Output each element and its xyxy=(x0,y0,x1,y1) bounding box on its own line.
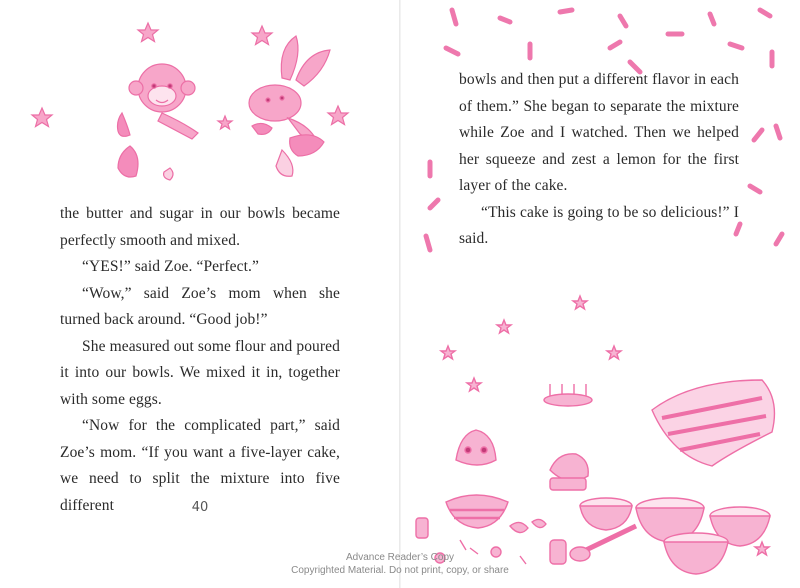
paragraph: “Now for the complicated part,” said Zoe’s mom. “If you want a five-layer cake, we need to split the mixture into five different xyxy=(60,417,340,514)
star-icon xyxy=(252,26,272,45)
paragraph: the butter and sugar in our bowls became perfectly smooth and mixed. xyxy=(60,205,340,249)
star-icon xyxy=(441,346,455,359)
paragraph: She measured out some flour and poured it into our bowls. We mixed it in, together with some eggs. xyxy=(60,337,340,408)
right-page-text xyxy=(459,67,739,253)
striped-towel xyxy=(652,380,774,466)
star-icon xyxy=(607,346,621,359)
star-icon xyxy=(467,378,481,391)
star-icon xyxy=(218,116,232,129)
bunny-head xyxy=(249,85,301,121)
paragraph: “This cake is going to be so delicious!” I said. xyxy=(459,203,739,247)
page-number: 40 xyxy=(191,500,209,515)
monkey-and-bunny-illustration xyxy=(20,18,380,198)
baking-bowls-illustration xyxy=(400,290,800,588)
paragraph: “Wow,” said Zoe’s mom when she turned back around. “Good job!” xyxy=(60,284,340,328)
bunny-ears xyxy=(281,36,298,80)
star-icon xyxy=(32,108,52,127)
cupcake-character xyxy=(456,430,496,465)
star-icon xyxy=(497,320,511,333)
star-icon xyxy=(138,23,158,42)
star-icon xyxy=(328,106,348,125)
footer-line: Advance Reader’s Copy xyxy=(345,552,455,563)
paragraph: “YES!” said Zoe. “Perfect.” xyxy=(82,258,259,275)
left-page-text xyxy=(60,201,340,519)
right-page xyxy=(400,0,800,588)
paragraph: bowls and then put a different flavor in each of them.” She began to separate the mixture while Zoe and I watched. Then we helped her squeeze and zest a lemon for the first layer of the cake. xyxy=(459,71,739,194)
star-icon xyxy=(755,542,769,555)
footer-line: Copyrighted Material. Do not print, copy, or share xyxy=(291,564,509,576)
advance-copy-notice xyxy=(250,552,550,577)
star-icon xyxy=(573,296,587,309)
